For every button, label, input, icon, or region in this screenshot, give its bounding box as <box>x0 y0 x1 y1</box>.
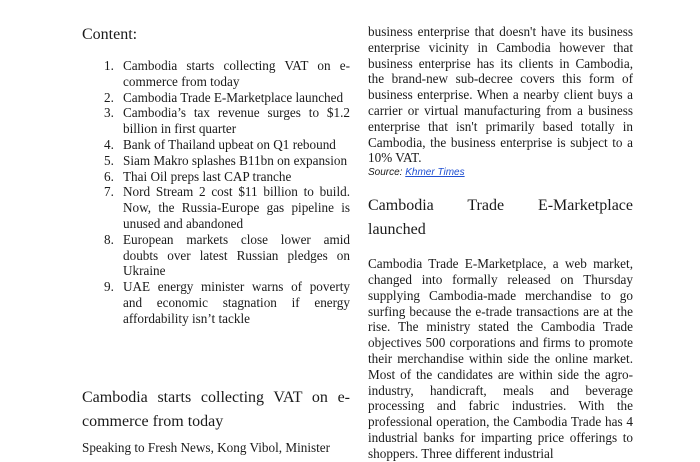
toc-item: 9. UAE energy minister warns of poverty and economic stagnation if energy affordability isn’t tackle <box>104 279 350 326</box>
toc-item: 7. Nord Stream 2 cost $11 billion to build. Now, the Russia-Europe gas pipeline is unused and abandoned <box>104 184 350 231</box>
left-column <box>82 24 350 327</box>
right-column <box>368 24 633 462</box>
section-heading-vat: Cambodia starts collecting VAT on e-commerce from today <box>82 389 350 430</box>
vat-paragraph-continued: business enterprise that doesn't have its business enterprise vicinity in Cambodia however that business enterprise has its clients in Cambodia, the brand-new sub-decree covers this form of business enterprise. When a nearby client buys a carrier or virtual manufacturing from a business enterprise that isn't primarily based totally in Cambodia, the business enterprise is subject to a 10% VAT. <box>368 24 633 166</box>
toc-item: 5. Siam Makro splashes B11bn on expansion <box>104 152 348 168</box>
toc-item: 8. European markets close lower amid doubts over latest Russian pledges on Ukraine <box>104 231 350 279</box>
partial-paragraph: Speaking to Fresh News, Kong Vibol, Minister <box>82 440 331 455</box>
table-of-contents <box>82 58 350 327</box>
heading-line-2: launched <box>368 221 426 239</box>
source-link[interactable]: Khmer Times <box>405 167 465 179</box>
source-line <box>368 166 633 180</box>
source-label: Source: <box>368 167 403 179</box>
toc-item: 6. Thai Oil preps last CAP tranche <box>104 168 292 184</box>
toc-item: 1. Cambodia starts collecting VAT on e-commerce from today <box>104 58 350 89</box>
toc-item: 2. Cambodia Trade E-Marketplace launched <box>104 89 344 105</box>
heading-line-1: Cambodia Trade E-Marketplace <box>368 197 633 215</box>
marketplace-paragraph: Cambodia Trade E-Marketplace, a web market, changed into formally released on Thursday supplying Cambodia-made merchandise to go surfing because the e-trade transactions are at the rise. The ministry stated the Cambodia Trade objectives 500 corporations and firms to promote their merchandise within side the online market. Most of the candidates are within side the agro-industry, handicraft, meals and beverage processing and fabric industries. With the professional operation, the Cambodia Trade has 4 industrial banks for imparting price offerings to shoppers. Three different industrial <box>368 256 633 461</box>
content-heading: Content: <box>82 26 138 43</box>
toc-item: 4. Bank of Thailand upbeat on Q1 rebound <box>104 136 336 152</box>
toc-item: 3. Cambodia’s tax revenue surges to $1.2 billion in first quarter <box>104 105 350 137</box>
section-heading-marketplace <box>368 194 633 242</box>
